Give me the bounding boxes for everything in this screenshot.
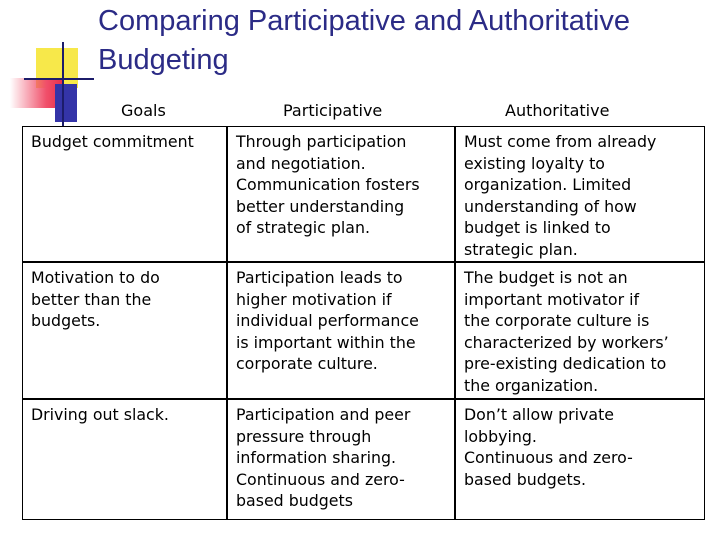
decor-blue-square xyxy=(55,84,77,122)
table-row xyxy=(22,262,705,399)
table-row xyxy=(22,126,705,262)
participative-cell: Through participation and negotiation. Communication fosters better understanding of strategic plan. xyxy=(227,126,455,262)
header-goals: Goals xyxy=(121,101,166,120)
header-authoritative: Authoritative xyxy=(505,101,610,120)
decor-vertical-line xyxy=(62,42,64,126)
authoritative-cell: The budget is not an important motivator if the corporate culture is characterized by workers’ pre-existing dedication to the organization. xyxy=(455,262,705,399)
decor-horizontal-line xyxy=(24,78,94,80)
goal-cell: Budget commitment xyxy=(22,126,227,262)
participative-cell: Participation and peer pressure through information sharing. Continuous and zero- based budgets xyxy=(227,399,455,520)
header-participative: Participative xyxy=(283,101,383,120)
goal-cell: Motivation to do better than the budgets. xyxy=(22,262,227,399)
comparison-table xyxy=(22,126,705,520)
authoritative-cell: Must come from already existing loyalty to organization. Limited understanding of how budget is linked to strategic plan. xyxy=(455,126,705,262)
goal-cell: Driving out slack. xyxy=(22,399,227,520)
slide-title: Comparing Participative and Authoritative Budgeting xyxy=(98,5,630,76)
authoritative-cell: Don’t allow private lobbying. Continuous and zero- based budgets. xyxy=(455,399,705,520)
participative-cell: Participation leads to higher motivation if individual performance is important within the corporate culture. xyxy=(227,262,455,399)
table-row xyxy=(22,399,705,520)
